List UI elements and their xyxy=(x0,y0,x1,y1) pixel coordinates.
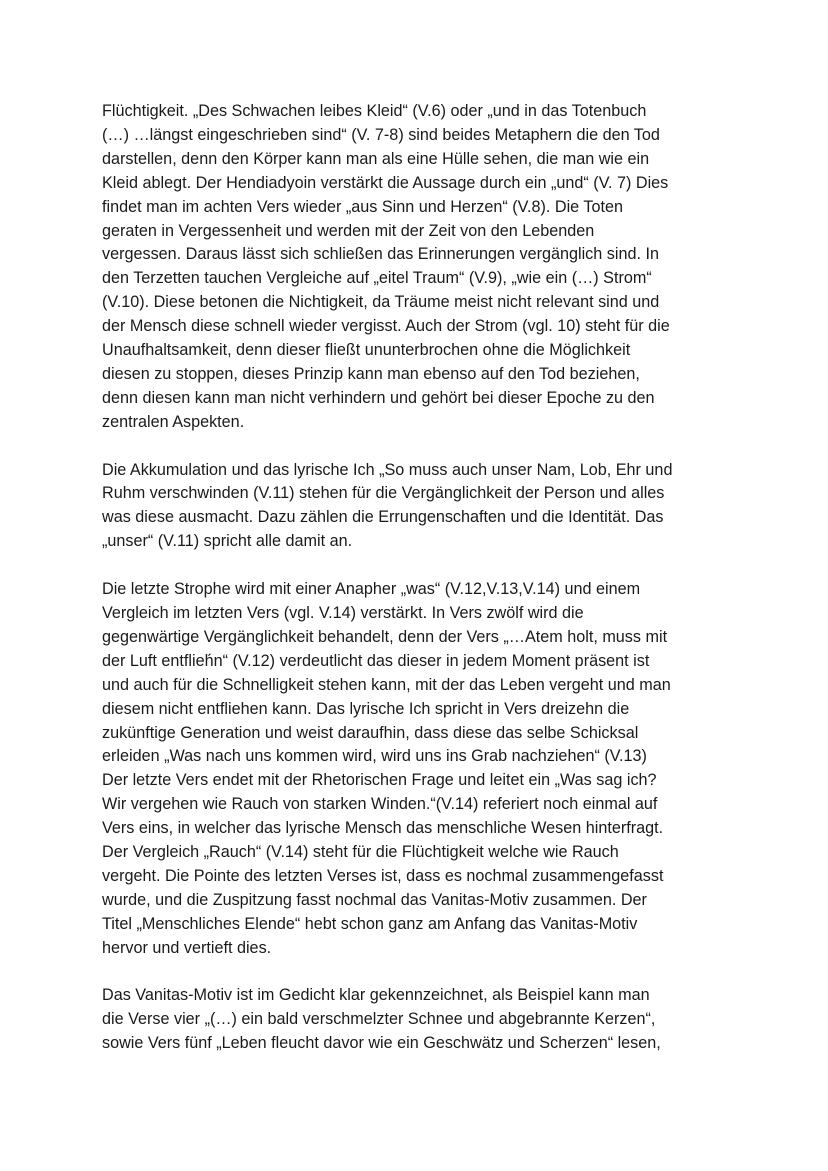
text-line: denn diesen kann man nicht verhindern und gehört bei dieser Epoche zu den xyxy=(102,388,655,407)
text-line: Kleid ablegt. Der Hendiadyoin verstärkt die Aussage durch ein „und“ (V. 7) Dies xyxy=(102,173,669,192)
text-line: Titel „Menschliches Elende“ hebt schon ganz am Anfang das Vanitas-Motiv xyxy=(102,914,638,933)
text-line: Vergleich im letzten Vers (vgl. V.14) verstärkt. In Vers zwölf wird die xyxy=(102,604,584,622)
document-page xyxy=(102,100,742,1080)
text-line: erleiden „Was nach uns kommen wird, wird uns ins Grab nachziehen“ (V.13) xyxy=(102,747,647,766)
paragraph-1 xyxy=(102,100,742,435)
text-line: Flüchtigkeit. „Des Schwachen leibes Kleid“ (V.6) oder „und in das Totenbuch xyxy=(102,102,647,120)
paragraph-3 xyxy=(102,578,742,961)
text-line: und auch für die Schnelligkeit stehen kann, mit der das Leben vergeht und man xyxy=(102,675,671,694)
text-line: die Verse vier „(…) ein bald verschmelzter Schnee und abgebrannte Kerzen“, xyxy=(102,1010,656,1029)
paragraph-2 xyxy=(102,459,742,555)
text-line: darstellen, denn den Körper kann man als eine Hülle sehen, die man wie ein xyxy=(102,149,650,168)
text-line: Wir vergehen wie Rauch von starken Winden.“(V.14) referiert noch einmal auf xyxy=(102,795,658,814)
text-line: diesem nicht entfliehen kann. Das lyrische Ich spricht in Vers dreizehn die xyxy=(102,699,630,718)
text-line: Vers eins, in welcher das lyrische Mensch das menschliche Wesen hinterfragt. xyxy=(102,819,664,838)
text-line: sowie Vers fünf „Leben fleucht davor wie ein Geschwätz und Scherzen“ lesen, xyxy=(102,1034,661,1053)
text-line: was diese ausmacht. Dazu zählen die Errungenschaften und die Identität. Das xyxy=(102,508,664,527)
text-line: vergessen. Daraus lässt sich schließen das Erinnerungen vergänglich sind. In xyxy=(102,245,659,264)
text-line: der Luft entflieh́n“ (V.12) verdeutlicht das dieser in jedem Moment präsent ist xyxy=(102,651,650,670)
text-line: zentralen Aspekten. xyxy=(102,412,245,431)
text-line: Ruhm verschwinden (V.11) stehen für die Vergänglichkeit der Person und alles xyxy=(102,484,665,503)
text-line: „unser“ (V.11) spricht alle damit an. xyxy=(102,532,353,551)
text-line: Die letzte Strophe wird mit einer Anapher „was“ (V.12,V.13,V.14) und einem xyxy=(102,580,641,599)
text-line: der Mensch diese schnell wieder vergisst. Auch der Strom (vgl. 10) steht für die xyxy=(102,317,670,336)
text-line: hervor und vertieft dies. xyxy=(102,938,272,957)
text-line: Der letzte Vers endet mit der Rhetorischen Frage und leitet ein „Was sag ich? xyxy=(102,771,657,790)
text-line: (…) …längst eingeschrieben sind“ (V. 7-8) sind beides Metaphern die den Tod xyxy=(102,125,660,144)
text-line: wurde, und die Zuspitzung fasst nochmal das Vanitas-Motiv zusammen. Der xyxy=(102,890,647,909)
text-line: gegenwärtige Vergänglichkeit behandelt, denn der Vers „…Atem holt, muss mit xyxy=(102,627,668,646)
text-line: den Terzetten tauchen Vergleiche auf „eitel Traum“ (V.9), „wie ein (…) Strom“ xyxy=(102,269,652,288)
text-line: vergeht. Die Pointe des letzten Verses ist, dass es nochmal zusammengefasst xyxy=(102,866,664,885)
text-line: diesen zu stoppen, dieses Prinzip kann man ebenso auf den Tod beziehen, xyxy=(102,364,640,383)
text-line: findet man im achten Vers wieder „aus Sinn und Herzen“ (V.8). Die Toten xyxy=(102,197,623,216)
text-line: Unaufhaltsamkeit, denn dieser fließt ununterbrochen ohne die Möglichkeit xyxy=(102,341,631,360)
paragraph-4 xyxy=(102,984,742,1056)
text-line: Das Vanitas-Motiv ist im Gedicht klar gekennzeichnet, als Beispiel kann man xyxy=(102,986,650,1005)
text-line: Die Akkumulation und das lyrische Ich „So muss auch unser Nam, Lob, Ehr und xyxy=(102,460,673,479)
text-line: zukünftige Generation und weist daraufhin, dass diese das selbe Schicksal xyxy=(102,723,639,742)
text-line: geraten in Vergessenheit und werden mit der Zeit von den Lebenden xyxy=(102,221,595,240)
text-line: Der Vergleich „Rauch“ (V.14) steht für die Flüchtigkeit welche wie Rauch xyxy=(102,843,619,862)
text-line: (V.10). Diese betonen die Nichtigkeit, da Träume meist nicht relevant sind und xyxy=(102,293,660,312)
